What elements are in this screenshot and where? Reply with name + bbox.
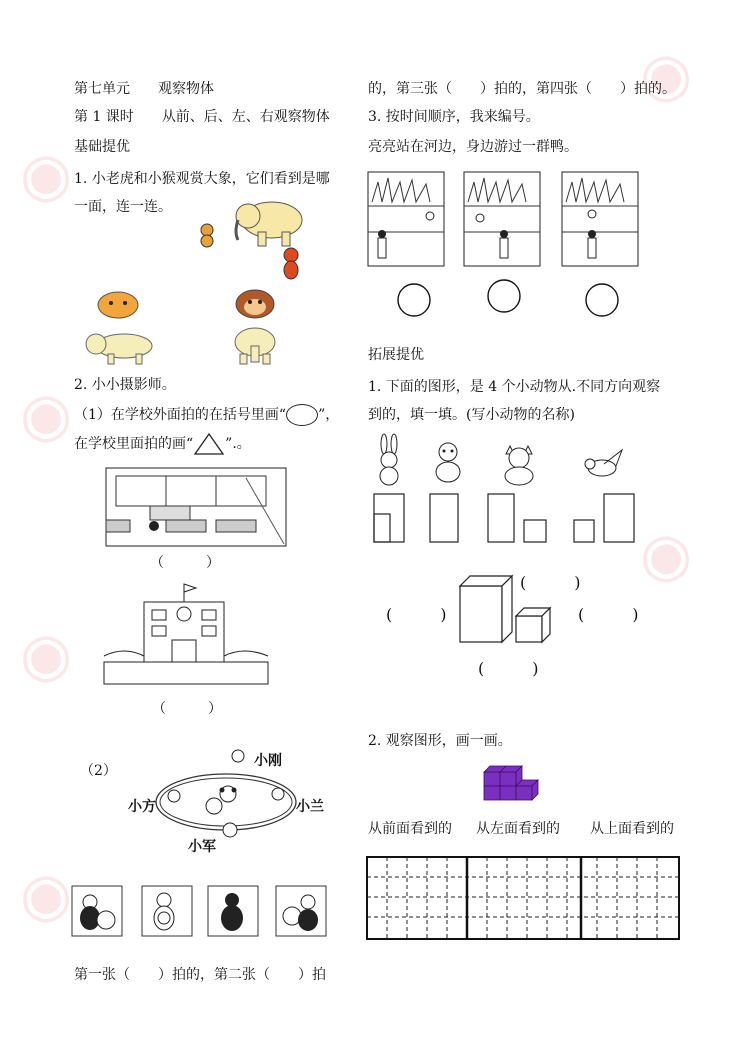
watermark-logo: ◉ [640, 40, 693, 110]
blank-top[interactable]: ( ) [520, 573, 581, 592]
q2-title: 2. 小小摄影师。 [74, 377, 176, 393]
watermark-logo: ◉ [20, 860, 73, 930]
panda-photo-1 [72, 886, 122, 936]
section-basic: 基础提优 [74, 139, 130, 155]
bird-icon [582, 446, 628, 482]
elephant-front-icon [232, 326, 278, 366]
watermark-logo: ◉ [20, 140, 73, 210]
answer-circle-3[interactable] [584, 282, 620, 318]
section-extend: 拓展提优 [368, 347, 424, 363]
view-pair-4 [572, 492, 638, 544]
river-picture-2 [464, 172, 540, 266]
rabbit-icon [370, 436, 410, 486]
view-pair-3 [486, 492, 550, 544]
blank-school[interactable]: （ ） [152, 701, 222, 717]
elephant-icon [232, 196, 304, 248]
blank-bottom[interactable]: ( ) [478, 659, 539, 678]
view-pair-1 [370, 492, 410, 544]
e2-title: 2. 观察图形，画一画。 [368, 733, 512, 749]
name-xiaofang: 小方 [128, 799, 156, 815]
river-picture-3 [562, 172, 638, 266]
q3-title: 3. 按时间顺序，我来编号。 [368, 109, 540, 125]
tiger-face-icon [96, 290, 140, 320]
dog-icon [428, 438, 468, 486]
river-picture-1 [368, 172, 444, 266]
q3-text: 亮亮站在河边，身边游过一群鸭。 [368, 139, 578, 155]
panda-photo-4 [276, 886, 326, 936]
school-building-picture [104, 580, 270, 686]
label-left: 从左面看到的 [476, 821, 560, 837]
e1-text: 到的，填一填。(写小动物的名称) [368, 407, 575, 423]
blank-left[interactable]: ( ) [386, 605, 447, 624]
cube-stack [482, 760, 544, 804]
blank-classroom[interactable]: （ ） [150, 555, 220, 571]
view-pair-2 [428, 492, 462, 544]
e1-text: 1. 下面的图形，是 4 个小动物从.不同方向观察 [368, 379, 661, 395]
watermark-logo: ◉ [640, 520, 693, 590]
watermark-logo: ◉ [20, 620, 73, 690]
panda-photo-3 [208, 886, 258, 936]
q1-text: 一面，连一连。 [74, 199, 172, 215]
tiger-icon [278, 246, 304, 280]
name-xiaogang: 小刚 [254, 753, 282, 769]
name-xiaojun: 小军 [188, 839, 216, 855]
q2-answer-line2: 的，第三张（ ）拍的，第四张（ ）拍的。 [368, 81, 676, 97]
triangle-symbol [193, 432, 225, 456]
monkey-icon [196, 222, 218, 248]
cat-icon [498, 440, 542, 486]
classroom-picture [106, 468, 286, 546]
monkey-face-icon [234, 288, 276, 320]
answer-circle-1[interactable] [396, 282, 432, 318]
drawing-grid[interactable] [366, 856, 680, 940]
lesson-title: 第 1 课时 从前、后、左、右观察物体 [74, 109, 330, 125]
q2-answer-line1: 第一张（ ）拍的，第二张（ ）拍 [74, 967, 326, 983]
q2-sub1-line2: 在学校里面拍的画“ ”.。 [74, 432, 251, 456]
label-top: 从上面看到的 [590, 821, 674, 837]
answer-circle-2[interactable] [486, 278, 522, 314]
elephant-side-icon [82, 330, 156, 364]
q2-sub2-label: （2） [80, 763, 117, 779]
q2-sub1-line1: （1）在学校外面拍的在括号里画“ ”， [74, 404, 339, 426]
panda-photo-2 [142, 886, 192, 936]
name-xiaolan: 小兰 [296, 799, 324, 815]
circle-symbol [286, 404, 318, 426]
unit-title: 第七单元 观察物体 [74, 81, 214, 97]
q1-text: 1. 小老虎和小猴观赏大象，它们看到是哪 [74, 171, 330, 187]
label-front: 从前面看到的 [368, 821, 452, 837]
kids-around-panda-picture [150, 748, 310, 858]
blank-right[interactable]: ( ) [578, 605, 639, 624]
watermark-logo: ◉ [20, 380, 73, 450]
